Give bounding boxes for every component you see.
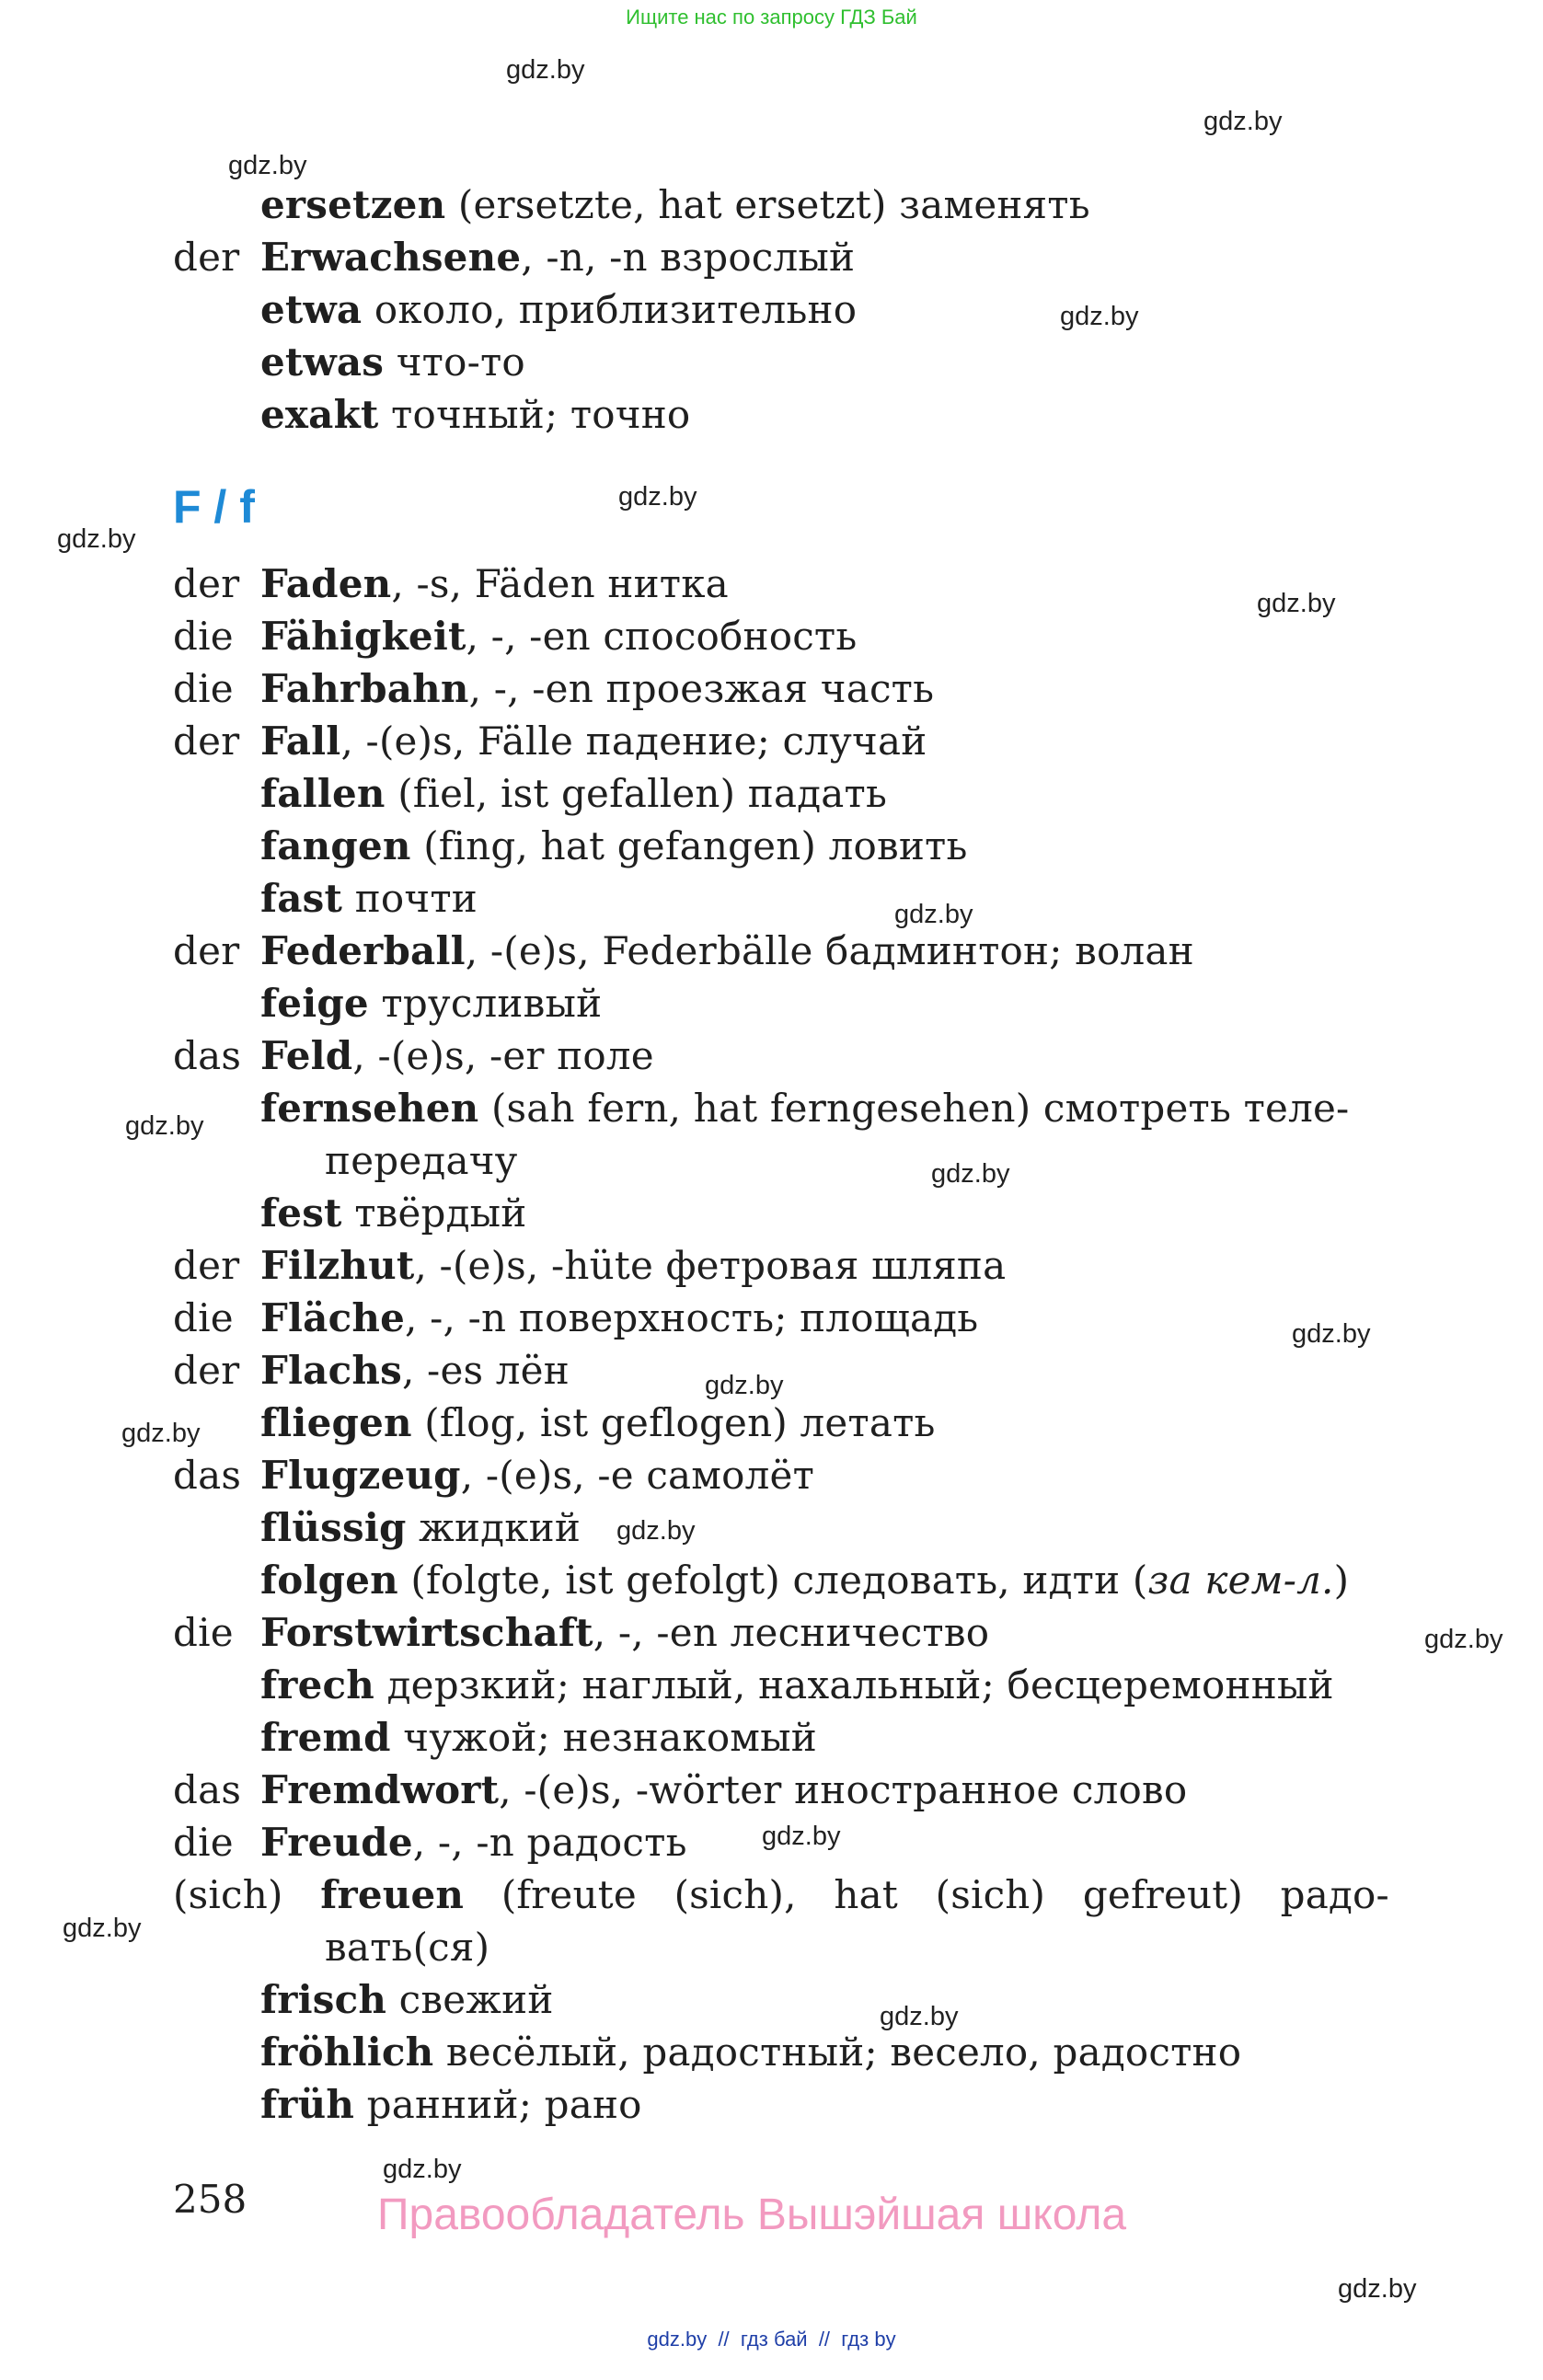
entry-definition: , -, -en способность — [466, 614, 858, 659]
entry-word: fest — [260, 1190, 342, 1236]
watermark: gdz.by — [506, 55, 585, 85]
watermark: gdz.by — [931, 1159, 1010, 1189]
entry-article: der — [173, 928, 240, 973]
entry-word: Faden — [260, 561, 392, 606]
entry-tail: ) — [1333, 1558, 1350, 1603]
entry-article: das — [173, 1033, 242, 1078]
entry-word: früh — [260, 2082, 355, 2127]
watermark: gdz.by — [1257, 589, 1336, 618]
watermark: gdz.by — [57, 524, 136, 554]
watermark: gdz.by — [1203, 107, 1283, 136]
section-heading: F / f — [173, 481, 255, 533]
entry-definition: чужой; незнакомый — [390, 1715, 817, 1760]
entry-word: Forstwirtschaft — [260, 1610, 593, 1655]
entry-word: Fähigkeit — [260, 614, 466, 659]
entry-word: Fahrbahn — [260, 666, 469, 711]
entry-article: die — [173, 666, 234, 711]
entry-article: der — [173, 1243, 240, 1288]
entry-definition: , -, -en лесничество — [593, 1610, 990, 1655]
entry-article: das — [173, 1767, 242, 1812]
entry-definition: ранний; рано — [354, 2082, 642, 2127]
entry-word: etwas — [260, 339, 385, 385]
entry-word: fröhlich — [260, 2029, 434, 2075]
entry-definition: , -(e)s, Fälle падение; случай — [340, 719, 927, 764]
watermark: gdz.by — [762, 1822, 841, 1851]
entry-word: fliegen — [260, 1400, 412, 1445]
watermark: gdz.by — [63, 1914, 142, 1943]
page-number: 258 — [173, 2177, 248, 2222]
entry-definition: жидкий — [406, 1505, 582, 1550]
entry-continuation: вать(ся) — [325, 1925, 490, 1970]
watermark: gdz.by — [618, 482, 697, 512]
entry-word: fernsehen — [260, 1086, 479, 1131]
entry-definition: , -n, -n взрослый — [521, 235, 856, 280]
watermark: gdz.by — [880, 2002, 959, 2031]
entry-word: fast — [260, 876, 343, 921]
watermark: gdz.by — [121, 1419, 201, 1448]
entry-word: frech — [260, 1662, 375, 1707]
entry-definition-part: (freute — [501, 1872, 637, 1917]
watermark: gdz.by — [894, 900, 973, 929]
entry-continuation: передачу — [325, 1138, 518, 1183]
entry-article: die — [173, 1820, 234, 1865]
entry-word: Freude — [260, 1820, 413, 1865]
entry-word: etwa — [260, 287, 363, 332]
copyright-notice: Правообладатель Вышэйшая школа — [377, 2190, 1127, 2239]
entry-definition: (sah fern, hat ferngesehen) смотреть теле- — [478, 1086, 1350, 1131]
entry-word: fangen — [260, 823, 411, 868]
entry-definition-part: gefreut) — [1082, 1872, 1243, 1917]
entry-word: Feld — [260, 1033, 353, 1078]
entry-word: Fremdwort — [260, 1767, 500, 1812]
watermark: gdz.by — [383, 2155, 462, 2184]
entry-article: der — [173, 235, 240, 280]
entry-article: der — [173, 561, 240, 606]
entry-article: die — [173, 614, 234, 659]
entry-article: die — [173, 1610, 234, 1655]
entry-word: Filzhut — [260, 1243, 415, 1288]
entry-definition: , -(e)s, Federbälle бадминтон; волан — [465, 928, 1194, 973]
watermark: gdz.by — [1424, 1625, 1503, 1654]
entry-definition: , -es лён — [401, 1348, 570, 1393]
entry-word: fremd — [260, 1715, 391, 1760]
entry-definition: , -(e)s, -hüte фетровая шляпа — [414, 1243, 1007, 1288]
entry-definition: (fiel, ist gefallen) падать — [385, 771, 888, 816]
watermark: gdz.by — [1060, 302, 1139, 331]
watermark: gdz.by — [1338, 2274, 1417, 2304]
watermark: gdz.by — [228, 151, 307, 180]
entry-definition: около, приблизительно — [362, 287, 858, 332]
entry-definition: (flog, ist geflogen) летать — [411, 1400, 936, 1445]
entry-article: der — [173, 1348, 240, 1393]
entry-definition-part: (sich) — [935, 1872, 1046, 1917]
entry-definition: , -(e)s, -wörter иностранное слово — [499, 1767, 1188, 1812]
entry-word: Flachs — [260, 1348, 402, 1393]
entry-definition: , -, -n поверхность; площадь — [405, 1295, 979, 1340]
entry-word: fallen — [260, 771, 386, 816]
watermark: gdz.by — [125, 1111, 204, 1141]
entry-word: ersetzen — [260, 182, 446, 227]
entry-word: exakt — [260, 392, 379, 437]
entry-definition: почти — [342, 876, 478, 921]
entry-article: die — [173, 1295, 234, 1340]
entry-definition: , -, -en проезжая часть — [468, 666, 935, 711]
entry-italic-note: за кем-л. — [1147, 1558, 1334, 1603]
entry-article: das — [173, 1453, 242, 1498]
watermark: gdz.by — [705, 1371, 784, 1400]
entry-definition: точный; точно — [378, 392, 691, 437]
entry-definition: (folgte, ist gefolgt) следовать, идти ( — [397, 1558, 1148, 1603]
entry-word: folgen — [260, 1558, 398, 1603]
entry-definition: (fing, hat gefangen) ловить — [410, 823, 968, 868]
entry-word: Federball — [260, 928, 466, 973]
entry-definition-part: радо- — [1280, 1872, 1389, 1917]
entry-definition-part: (sich), — [674, 1872, 797, 1917]
entry-word: Erwachsene — [260, 235, 522, 280]
entry-definition: свежий — [386, 1977, 554, 2022]
entry-word: Fläche — [260, 1295, 406, 1340]
watermark: gdz.by — [1292, 1319, 1371, 1349]
entry-definition-part: hat — [834, 1872, 898, 1917]
entry-article: (sich) — [173, 1872, 283, 1917]
entry-definition: , -(e)s, -er поле — [352, 1033, 654, 1078]
entry-word: Flugzeug — [260, 1453, 461, 1498]
dictionary-entry — [173, 1872, 1389, 1917]
entry-definition: , -s, Fäden нитка — [391, 561, 729, 606]
entry-word: feige — [260, 981, 369, 1026]
entry-article: der — [173, 719, 240, 764]
entry-word: flüssig — [260, 1505, 407, 1550]
entry-definition: что-то — [384, 339, 525, 385]
entry-definition: дерзкий; наглый, нахальный; бесцеремонный — [374, 1662, 1334, 1707]
top-banner: Ищите нас по запросу ГДЗ Бай — [626, 6, 917, 29]
entry-definition: (ersetzte, hat ersetzt) заменять — [445, 182, 1090, 227]
entry-word: frisch — [260, 1977, 387, 2022]
entry-definition: , -(e)s, -e самолёт — [460, 1453, 815, 1498]
entry-word: freuen — [320, 1872, 465, 1917]
entry-definition: трусливый — [368, 981, 603, 1026]
entry-definition: весёлый, радостный; весело, радостно — [433, 2029, 1242, 2075]
footer-links: gdz.by // гдз бай // гдз by — [647, 2328, 896, 2351]
entry-definition: , -, -n радость — [412, 1820, 687, 1865]
entry-definition: твёрдый — [341, 1190, 527, 1236]
watermark: gdz.by — [616, 1516, 696, 1546]
entry-word: Fall — [260, 719, 341, 764]
